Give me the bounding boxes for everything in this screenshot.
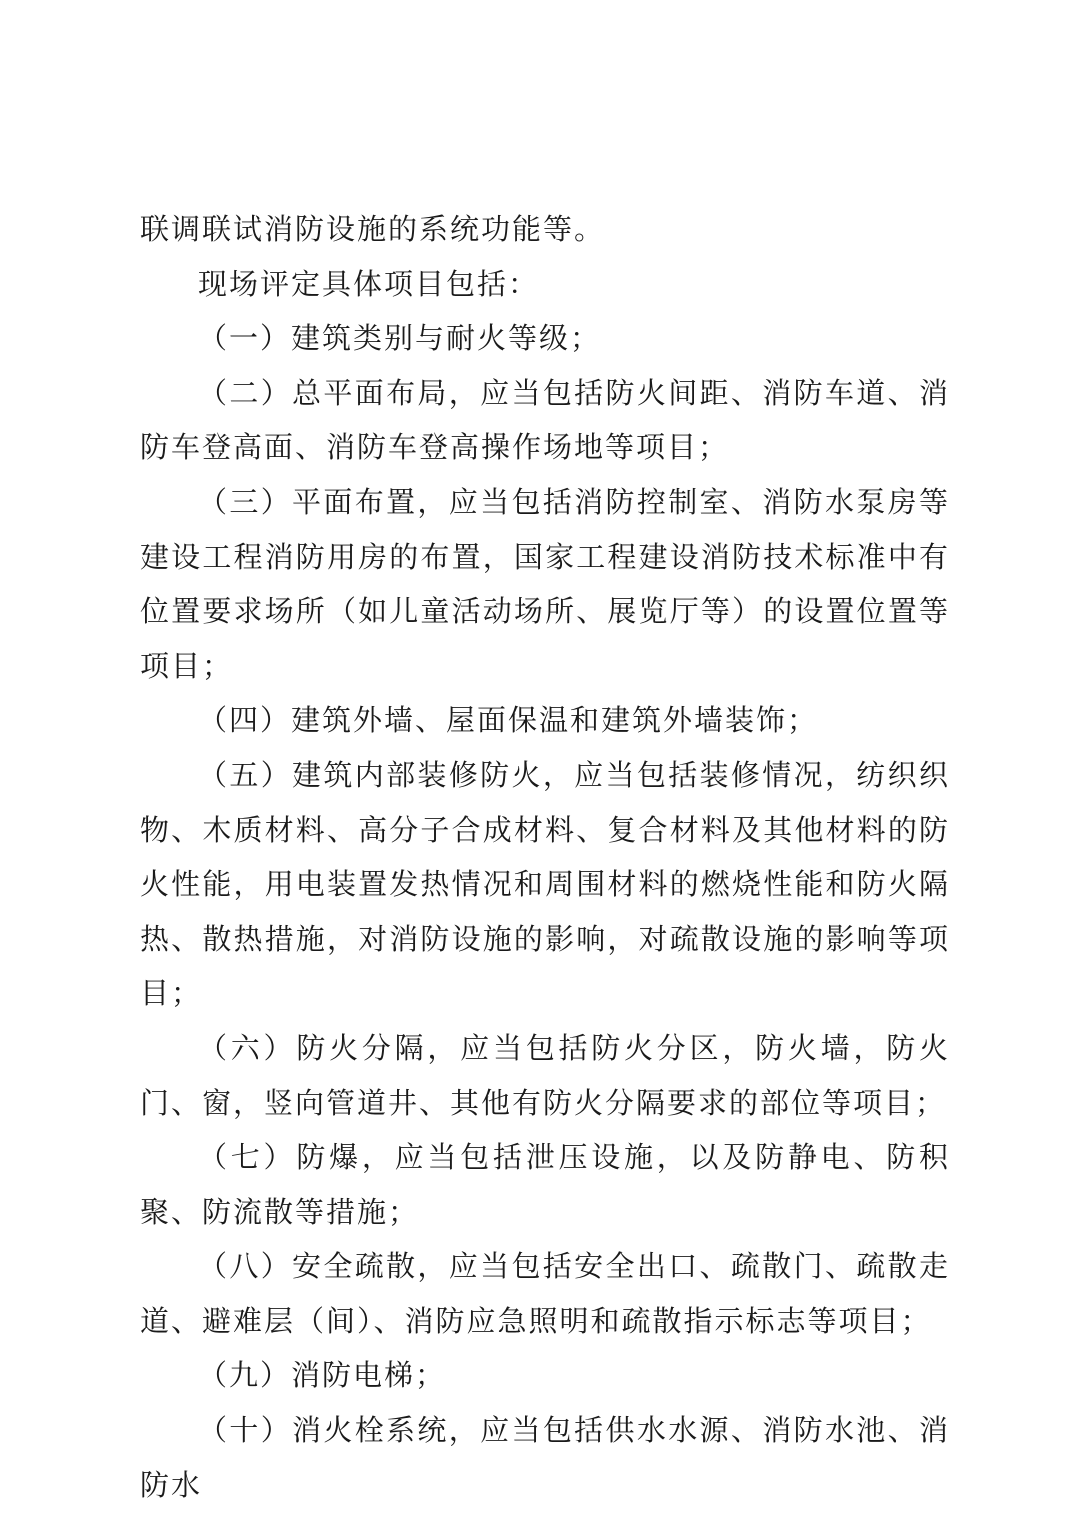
document-body [140,202,950,1512]
paragraph-item-9: （九）消防电梯； [198,1358,447,1393]
paragraph-item-8: （八）安全疏散，应当包括安全出口、疏散门、疏散走道、避难层（间）、消防应急照明和疏散指示标志等项目； [140,1249,950,1338]
paragraph-items-intro: 现场评定具体项目包括： [198,266,540,301]
paragraph-item-2: （二）总平面布局，应当包括防火间距、消防车道、消防车登高面、消防车登高操作场地等项目； [140,375,950,465]
paragraph-item-6: （六）防火分隔，应当包括防火分区，防火墙，防火门、窗，竖向管道井、其他有防火分隔要求的部位等项目； [140,1030,950,1120]
paragraph-item-10: （十）消火栓系统，应当包括供水水源、消防水池、消防水 [140,1413,950,1502]
paragraph-item-4: （四）建筑外墙、屋面保温和建筑外墙装饰； [198,703,819,738]
paragraph-item-3: （三）平面布置，应当包括消防控制室、消防水泵房等建设工程消防用房的布置，国家工程建设消防技术标准中有位置要求场所（如儿童活动场所、展览厅等）的设置位置等项目； [140,484,950,683]
paragraph-item-5: （五）建筑内部装修防火，应当包括装修情况，纺织织物、木质材料、高分子合成材料、复合材料及其他材料的防火性能，用电装置发热情况和周围材料的燃烧性能和防火隔热、散热措施，对消防设施的影响，对疏散设施的影响等项目； [140,757,950,1011]
paragraph-item-1: （一）建筑类别与耐火等级； [198,321,602,356]
paragraph-item-7: （七）防爆，应当包括泄压设施，以及防静电、防积聚、防流散等措施； [140,1140,950,1229]
paragraph-continuation: 联调联试消防设施的系统功能等。 [140,212,606,246]
